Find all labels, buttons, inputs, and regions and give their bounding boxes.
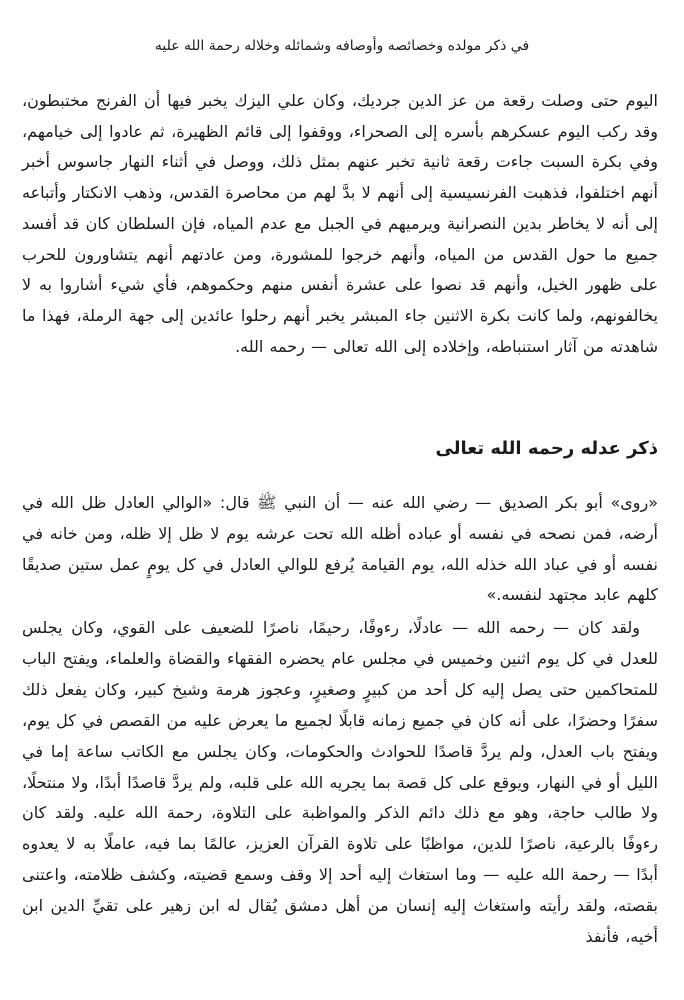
running-header: في ذكر مولده وخصائصه وأوصافه وشمائله وخلاله رحمة الله عليه <box>154 38 530 54</box>
paragraph-body-3: ولقد كان — رحمه الله — عادلًا، رءوفًا، رحيمًا، ناصرًا للضعيف على القوي، وكان يجلس للعدل في كل يوم اثنين وخميس في مجلس عام يحضره الفقهاء والقضاة والعلماء، ويفتح الباب للمتحاكمين حتى يصل إليه كل أحد من كبيرٍ وصغيرٍ، وعجوز هرمة وشيخ كبير، وكان يفعل ذلك سفرًا وحضرًا، على أنه كان في جميع زمانه قابلًا لجميع ما يعرض عليه من القصص في كل يوم، ويفتح باب العدل، ولم يردَّ قاصدًا للحوادث والحكومات، وكان يجلس مع الكاتب ساعة إما في الليل أو في النهار، ويوقع على كل قصة بما يجريه الله على قلبه، ولم يردَّ قاصدًا أبدًا، ولا منتحلًا، ولا طالب حاجة، وهو مع ذلك دائم الذكر والمواظبة على التلاوة، رحمة الله عليه. ولقد كان رءوفًا بالرعية، ناصرًا للدين، مواظبًا على تلاوة القرآن العزيز، عالمًا بما فيه، عاملًا به لا يعدوه أبدًا — رحمة الله عليه — وما استغاث إليه أحد إلا وقف وسمع قضيته، وكشف ظلامته، واعتنى بقصته، ولقد رأيته واستغاث إليه إنسان من أهل دمشق يُقال له ابن زهير على تقيِّ الدين ابن أخيه، فأنفذ <box>22 618 658 947</box>
paragraph-body-1: اليوم حتى وصلت رقعة من عز الدين جرديك، وكان علي اليزك يخبر فيها أن الفرنج مختبطون، وقد ركب اليوم عسكرهم بأسره إلى الصحراء، ووقفوا إلى قائم الظهيرة، ثم عادوا إلى خيامهم، وفي بكرة السبت جاءت رقعة ثانية تخبر عنهم بمثل ذلك، ووصل في أثناء النهار جاسوس أخبر أنهم اختلفوا، فذهبت الفرنسيسية إلى أنهم لا بدَّ لهم من محاصرة القدس، وذهب الانكتار وأتباعه إلى أنه لا يخاطر بدين النصرانية ويرميهم في الجبل مع عدم المياه، فإن السلطان كان قد أفسد جميع ما حول القدس من المياه، وأنهم خرجوا للمشورة، ومن عادتهم أنهم يتشاورون للحرب على ظهور الخيل، وأنهم قد نصوا على عشرة أنفس منهم وحكموهم، فأي شيء أشاروا به لا يخالفونهم، ولما كانت بكرة الاثنين جاء المبشر يخبر أنهم رحلوا عائدين إلى جهة الرملة، فهذا ما شاهدته من آثار استنباطه، وإخلاده إلى الله تعالى — رحمه الله. <box>22 91 658 356</box>
section-heading: ذكر عدله رحمه الله تعالى <box>435 438 658 459</box>
paragraph-hadith: «روى» أبو بكر الصديق — رضي الله عنه — أن النبي ﷺ قال: «الوالي العادل ظل الله في أرضه، فمن نصحه في نفسه أو عباده أظله الله تحت عرشه يوم لا ظل إلا ظله، ومن خانه في نفسه أو في عباد الله خذله الله، يوم القيامة يُرفع للوالي العادل في كل يومٍ عمل ستين صديقًا كلهم عابد مجتهد لنفسه.» <box>22 493 658 605</box>
